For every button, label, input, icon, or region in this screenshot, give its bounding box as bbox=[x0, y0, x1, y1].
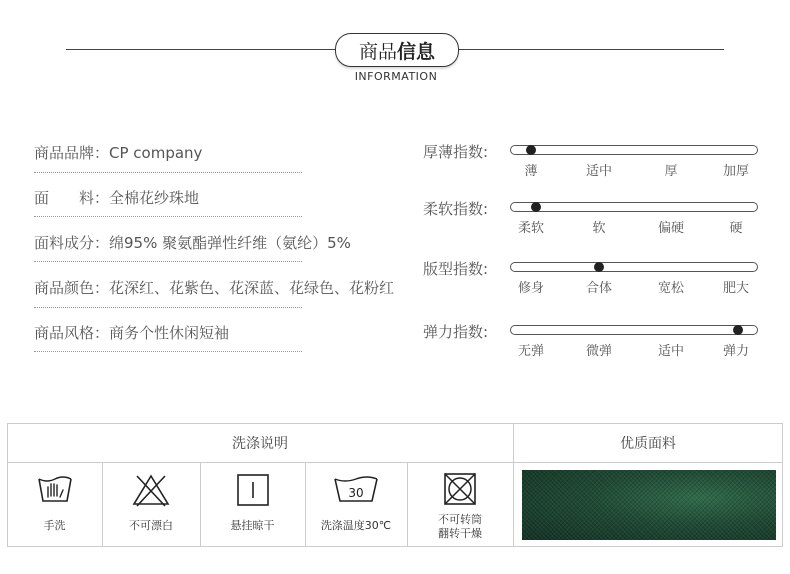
divider bbox=[34, 261, 302, 262]
section-title-normal: 商品 bbox=[358, 40, 397, 63]
scale-tick: 无弹 bbox=[517, 344, 545, 359]
divider bbox=[34, 172, 302, 173]
scale-tick: 偏硬 bbox=[657, 221, 685, 236]
fabric-swatch-image bbox=[522, 470, 776, 540]
softness-ticks bbox=[510, 217, 758, 235]
fit-ticks bbox=[510, 277, 758, 295]
thickness-ticks bbox=[510, 160, 758, 178]
section-title-bold: 信息 bbox=[397, 40, 436, 63]
scale-tick: 加厚 bbox=[722, 164, 750, 179]
fit-marker bbox=[594, 262, 604, 272]
care-cell-no-tumble-dry bbox=[407, 463, 513, 547]
care-label: 洗涤温度30℃ bbox=[320, 519, 392, 532]
scale-tick: 厚 bbox=[664, 164, 678, 179]
care-label-line2: 翻转干燥 bbox=[438, 527, 482, 540]
fit-label: 版型指数: bbox=[423, 260, 489, 278]
thickness-marker bbox=[526, 145, 536, 155]
header-rule-left bbox=[66, 49, 338, 50]
care-label: 手洗 bbox=[43, 519, 66, 532]
scale-tick: 适中 bbox=[585, 164, 613, 179]
elasticity-ticks bbox=[510, 340, 758, 358]
scale-tick: 薄 bbox=[524, 164, 538, 179]
scale-tick: 弹力 bbox=[722, 344, 750, 359]
style-row: 商品风格：商务个性休闲短袖 bbox=[34, 324, 230, 342]
wash-header: 洗涤说明 bbox=[232, 436, 288, 452]
material-row: 面 料：全棉花纱珠地 bbox=[34, 189, 200, 207]
hand-wash-icon bbox=[37, 473, 73, 505]
no-bleach-icon bbox=[131, 473, 171, 507]
scale-tick: 柔软 bbox=[517, 221, 545, 236]
care-cell-hand-wash bbox=[7, 463, 102, 547]
care-label: 悬挂晾干 bbox=[230, 519, 275, 532]
scale-tick: 修身 bbox=[517, 281, 545, 296]
care-cell-hang-dry bbox=[200, 463, 305, 547]
section-subtitle: INFORMATION bbox=[354, 70, 438, 83]
elasticity-scale bbox=[510, 325, 758, 335]
softness-label: 柔软指数: bbox=[423, 200, 489, 218]
wash-temp-text: 30 bbox=[348, 486, 364, 500]
fabric-header: 优质面料 bbox=[620, 436, 676, 452]
scale-tick: 合体 bbox=[585, 281, 613, 296]
scale-tick: 宽松 bbox=[657, 281, 685, 296]
scale-tick: 微弹 bbox=[585, 344, 613, 359]
care-cell-no-bleach bbox=[102, 463, 200, 547]
scale-tick: 肥大 bbox=[722, 281, 750, 296]
colors-row: 商品颜色：花深红、花紫色、花深蓝、花绿色、花粉红 bbox=[34, 279, 395, 297]
scale-tick: 软 bbox=[592, 221, 606, 236]
fit-scale bbox=[510, 262, 758, 272]
softness-marker bbox=[531, 202, 541, 212]
wash-30-icon bbox=[333, 473, 379, 505]
divider bbox=[34, 307, 302, 308]
hang-dry-icon bbox=[236, 473, 270, 507]
section-title bbox=[335, 33, 459, 67]
thickness-label: 厚薄指数: bbox=[423, 143, 489, 161]
composition-row: 面料成分：绵95% 聚氨酯弹性纤维（氨纶）5% bbox=[34, 234, 351, 252]
divider bbox=[34, 351, 302, 352]
brand-row: 商品品牌：CP company bbox=[34, 144, 203, 162]
scale-tick: 适中 bbox=[657, 344, 685, 359]
care-cell-wash-30 bbox=[305, 463, 407, 547]
no-tumble-dry-icon bbox=[442, 471, 478, 507]
thickness-scale bbox=[510, 145, 758, 155]
scale-tick: 硬 bbox=[729, 221, 743, 236]
header-rule-right bbox=[452, 49, 724, 50]
softness-scale bbox=[510, 202, 758, 212]
elasticity-label: 弹力指数: bbox=[423, 323, 489, 341]
elasticity-marker bbox=[733, 325, 743, 335]
care-label-line1: 不可转筒 bbox=[438, 513, 482, 526]
care-label: 不可漂白 bbox=[129, 519, 173, 532]
divider bbox=[34, 216, 302, 217]
